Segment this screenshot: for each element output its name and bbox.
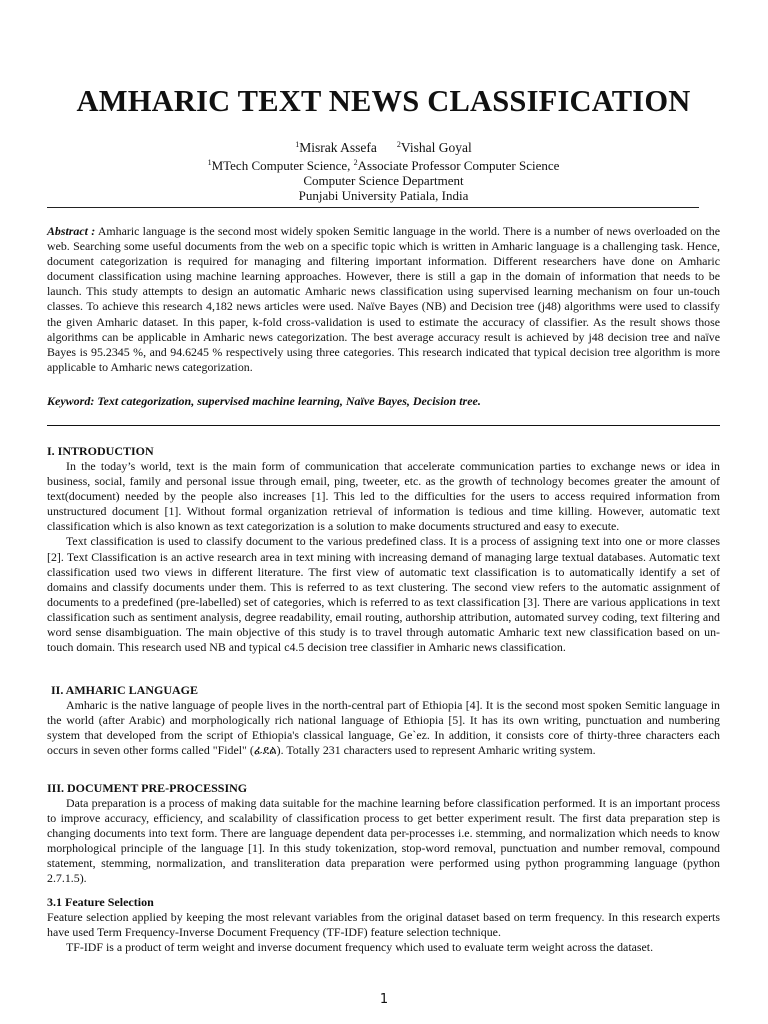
amharic-heading <box>47 683 720 698</box>
feature-selection-paragraph-1: Feature selection applied by keeping the most relevant variables from the original dataset based on term frequency. In this research experts have used Term Frequency-Inverse Document Frequency (TF-IDF) feature selection technique. <box>47 910 720 940</box>
amharic-heading-number: II <box>51 683 61 697</box>
section-amharic-language <box>47 683 720 758</box>
introduction-paragraph-1: In the today’s world, text is the main form of communication that accelerate communication parties to exchange news or idea in business, social, family and personal issue through email, ping, tweeter, etc. as the growth of technology becomes greater the amount of text(document) needed by the people also increases [1]. This led to the difficulties for the users to access required information from unstructured document [1]. Without formal organization retrieval of information is tedious and time killing. However, automatic text classification which is also known as text categorization is a solution to make documents structured and easy to execute. <box>47 459 720 534</box>
section-divider <box>47 425 720 426</box>
affiliation-line-3: Punjabi University Patiala, India <box>298 188 469 203</box>
author-2-sup: 2 <box>396 140 401 149</box>
introduction-paragraph-2: Text classification is used to classify document to the various predefined class. It is a process of assigning text into one or more classes [2]. Text Classification is an active research area in text mining with increasing demand of managing large textual databases. Automatic text classification used two views in different literature. The first view of automatic text classification is to automatically identify a set of domains and classify documents under them. This is referred to as text clustering. The second view refers to the automatic assignment of documents to a predefined (pre-labelled) set of categories, which is referred to as text classification [3]. There are various applications in text classification such as sentiment analysis, degree readability, email routing, authorship attribution, automated survey coding, text filtering and word sense disambiguation. The main objective of this study is to travel through automatic Amharic text new classification based on un-touch domain. This research used NB and typical c4.5 decision tree classifier in Amharic news classification. <box>47 534 720 655</box>
amharic-heading-text: . AMHARIC LANGUAGE <box>60 683 199 697</box>
affiliation-1-text: MTech Computer Science, <box>211 158 354 173</box>
affiliation-2-text: Associate Professor Computer Science <box>357 158 560 173</box>
preprocessing-heading: III. DOCUMENT PRE-PROCESSING <box>47 781 248 795</box>
section-feature-selection <box>47 895 720 955</box>
preprocessing-paragraph-1: Data preparation is a process of making data suitable for the machine learning before classification performed. It is an important process to improve accuracy, efficiency, and scalability of classification process to get better experiment result. The first data preparation step is changing documents into text form. There are language dependent data per-processes i.e. stemming, and normalization which needs to know morphological principle of the language [1]. In this study tokenization, stop-word removal, punctuation and number removal, compound statement, stemming, normalization, and transliteration data preparation were performed using python programming language (python 2.7.1.5). <box>47 796 720 886</box>
paper-title: AMHARIC TEXT NEWS CLASSIFICATION <box>76 84 691 118</box>
author-1-sup: 1 <box>295 140 300 149</box>
abstract-label: Abstract : <box>47 224 96 238</box>
page-number: 1 <box>379 992 389 1007</box>
feature-selection-heading: 3.1 Feature Selection <box>47 895 154 909</box>
amharic-paragraph-1: Amharic is the native language of people lives in the north-central part of Ethiopia [4]. It is the second most spoken Semitic language in the world (after Arabic) and morphologically rich national language of Ethiopia [5]. It has its own writing, punctuation and numbering system that developed from the script of Ethiopia's classical language, Ge`ez. In addition, it consists core of thirty-three characters each occurs in seven other forms called "Fidel" (ፊደል). Totally 231 characters used to represent Amharic writing system. <box>47 698 720 758</box>
keywords: Keyword: Text categorization, supervised machine learning, Naïve Bayes, Decision tree. <box>47 394 481 408</box>
abstract-text: Amharic language is the second most widely spoken Semitic language in the world. There is a number of news overloaded on the web. Searching some useful documents from the web on a specific topic which is written in Amharic language is a challenging task. Hence, document categorization is required for managing and filtering important information. Different researchers have done on Amharic document classification using machine learning approaches. However, there is still a gap in the domain of information that needs to be launch. This study attempts to design an automatic Amharic news classification using supervised learning mechanism on four un-touch classes. To achieve this research 4,182 news articles were used. Naïve Bayes (NB) and Decision tree (j48) algorithms were used to classify the given Amharic dataset. In this paper, k-fold cross-validation is used to estimate the accuracy of classifier. As the result shows those algorithms can be applicable in Amharic news categorization. The best average accuracy result is achieved by j48 decision tree and naïve Bayes is 95.2345 %, and 94.6245 % respectively using three categories. This research indicated that typical decision tree algorithm is more applicable to Amharic news categorization. <box>47 224 720 374</box>
affiliation-line-1 <box>47 155 720 173</box>
author-names <box>47 137 720 155</box>
section-preprocessing <box>47 781 720 887</box>
affiliation-2-sup: 2 <box>353 158 358 167</box>
abstract <box>47 224 720 375</box>
author-2-name: Vishal Goyal <box>400 140 472 155</box>
header-divider <box>47 207 699 208</box>
section-introduction <box>47 444 720 655</box>
affiliation-line-2: Computer Science Department <box>303 173 464 188</box>
author-1-name: Misrak Assefa <box>299 140 377 155</box>
introduction-heading: I. INTRODUCTION <box>47 444 154 458</box>
feature-selection-paragraph-2: TF-IDF is a product of term weight and inverse document frequency which used to evaluate term weight across the dataset. <box>66 940 654 955</box>
affiliation-1-sup: 1 <box>207 158 212 167</box>
author-block <box>47 137 720 203</box>
